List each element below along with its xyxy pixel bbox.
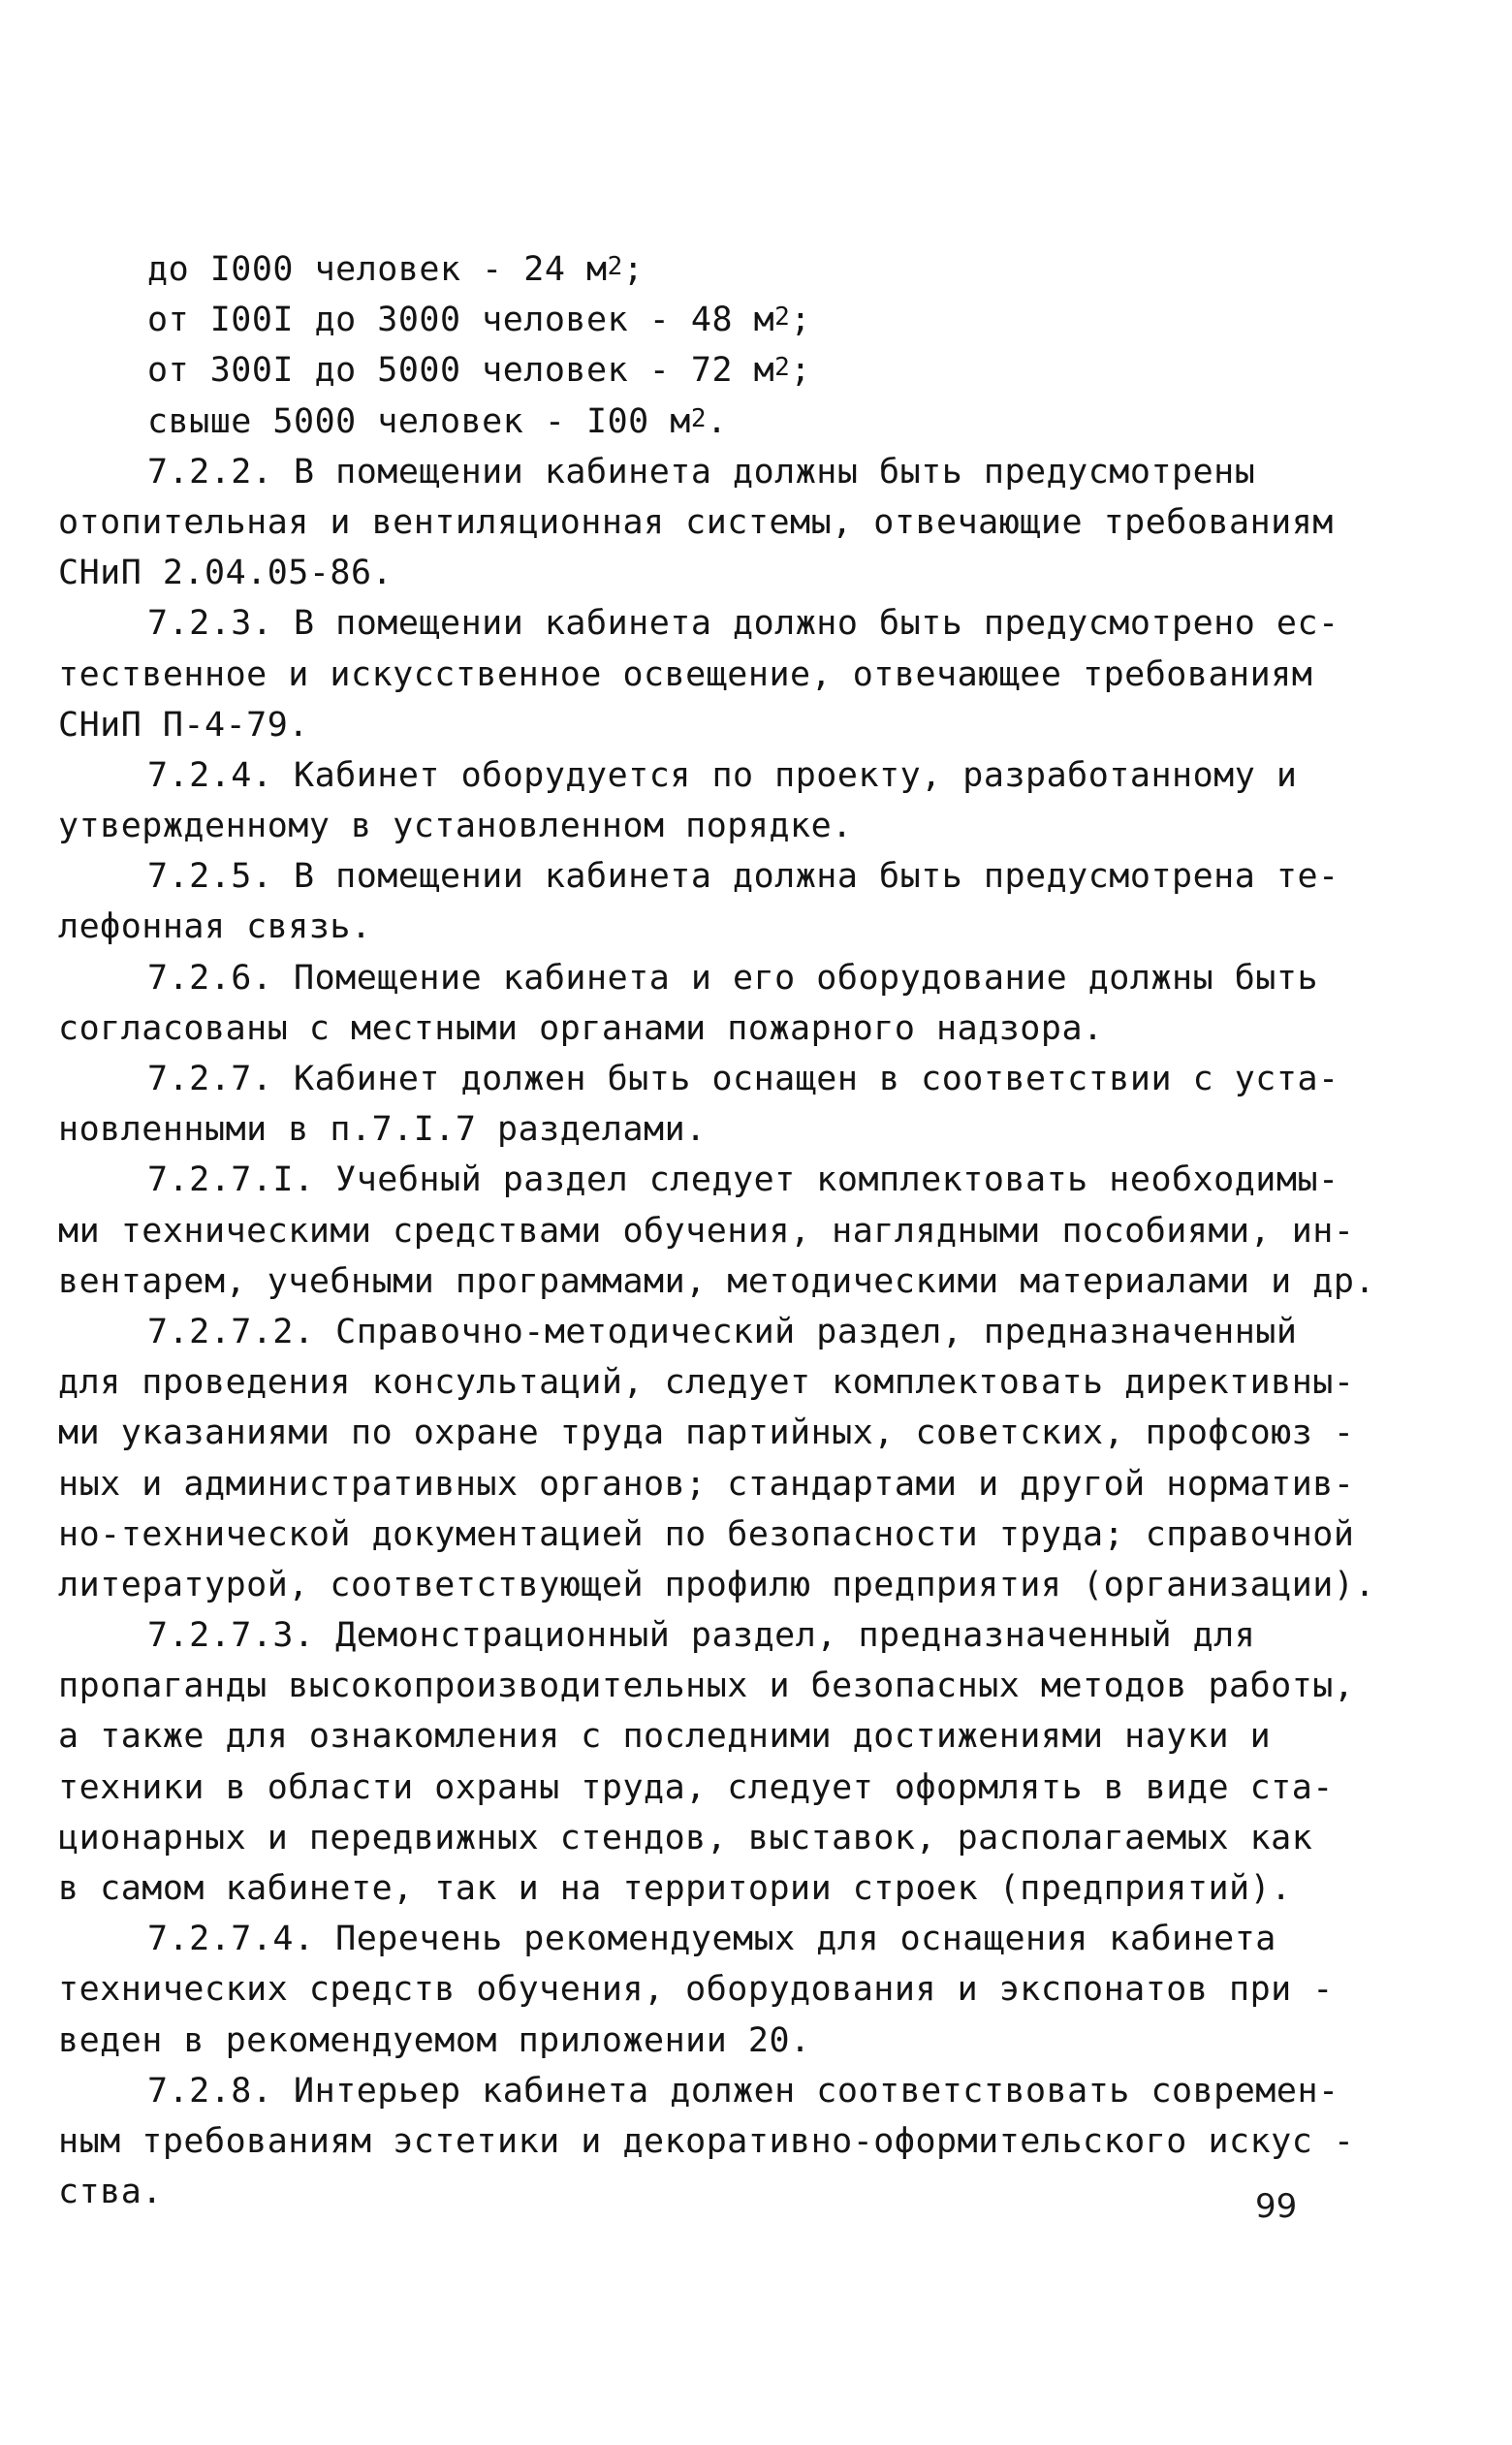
text-line: ционарных и передвижных стендов, выставок, располагаемых как: [58, 1818, 1313, 1858]
text-line: ми указаниями по охране труда партийных, советских, профсоюз -: [58, 1413, 1355, 1453]
text-line: веден в рекомендуемом приложении 20.: [58, 2020, 811, 2060]
area-line-3: от 300I до 5000 человек - 72 $м^2$;: [147, 351, 811, 391]
text-line: для проведения консультаций, следует комплектовать директивны-: [58, 1363, 1355, 1403]
text-line: 7.2.6. Помещение кабинета и его оборудование должны быть: [147, 958, 1319, 998]
text-line: 7.2.4. Кабинет оборудуется по проекту, разработанному и: [147, 755, 1298, 795]
text-line: отопительная и вентиляционная системы, отвечающие требованиям: [58, 502, 1334, 542]
text-line: СНиП П-4-79.: [58, 705, 309, 745]
page-number: 99: [1255, 2187, 1298, 2226]
text-line: технических средств обучения, оборудования и экспонатов при -: [58, 1970, 1334, 2010]
text-line: ных и административных органов; стандартами и другой норматив-: [58, 1464, 1355, 1504]
text-line: 7.2.3. В помещении кабинета должно быть предусмотрено ес-: [147, 604, 1339, 644]
text-line: 7.2.2. В помещении кабинета должны быть предусмотрены: [147, 452, 1256, 492]
text-line: а также для ознакомления с последними достижениями науки и: [58, 1717, 1272, 1757]
text-line: 7.2.7.I. Учебный раздел следует комплектовать необходимы-: [147, 1160, 1339, 1200]
text-line: тественное и искусственное освещение, отвечающее требованиям: [58, 654, 1313, 694]
text-line: согласованы с местными органами пожарного надзора.: [58, 1008, 1104, 1048]
area-line-4: свыше 5000 человек - I00 $м^2$.: [147, 401, 728, 441]
text-line: 7.2.7. Кабинет должен быть оснащен в соответствии с уста-: [147, 1060, 1339, 1098]
text-line: ства.: [58, 2173, 163, 2212]
text-line: ным требованиям эстетики и декоративно-оформительского искус -: [58, 2121, 1355, 2161]
text-line: новленными в п.7.I.7 разделами.: [58, 1110, 707, 1150]
text-line: техники в области охраны труда, следует оформлять в виде ста-: [58, 1767, 1334, 1807]
text-line: 7.2.8. Интерьер кабинета должен соответствовать современ-: [147, 2071, 1339, 2111]
area-line-1: до I000 человек - 24 $м^2$;: [147, 250, 645, 289]
text-line: в самом кабинете, так и на территории строек (предприятий).: [58, 1869, 1292, 1908]
superscript: 2: [607, 252, 623, 281]
text-line: лефонная связь.: [58, 907, 372, 947]
text-line: 7.2.7.3. Демонстрационный раздел, предназначенный для: [147, 1616, 1256, 1656]
superscript: 2: [774, 353, 791, 383]
text-line: литературой, соответствующей профилю предприятия (организации).: [58, 1565, 1376, 1604]
text-line: 7.2.7.2. Справочно-методический раздел, предназначенный: [147, 1312, 1298, 1351]
text-line: СНиП 2.04.05-86.: [58, 554, 394, 593]
text-line: 7.2.7.4. Перечень рекомендуемых для оснащения кабинета: [147, 1920, 1276, 1959]
area-line-2: от I00I до 3000 человек - 48 $м^2$;: [147, 301, 811, 340]
text-line: утвержденному в установленном порядке.: [58, 807, 853, 846]
text-line: но-технической документацией по безопасности труда; справочной: [58, 1514, 1355, 1554]
text-body: [58, 244, 1376, 2217]
superscript: 2: [774, 302, 791, 333]
superscript: 2: [690, 403, 708, 433]
text-line: ми техническими средствами обучения, наглядными пособиями, ин-: [58, 1211, 1355, 1251]
text-line: пропаганды высокопроизводительных и безопасных методов работы,: [58, 1667, 1355, 1706]
text-line: 7.2.5. В помещении кабинета должна быть предусмотрена те-: [147, 857, 1339, 897]
text-line: вентарем, учебными программами, методическими материалами и др.: [58, 1261, 1376, 1301]
